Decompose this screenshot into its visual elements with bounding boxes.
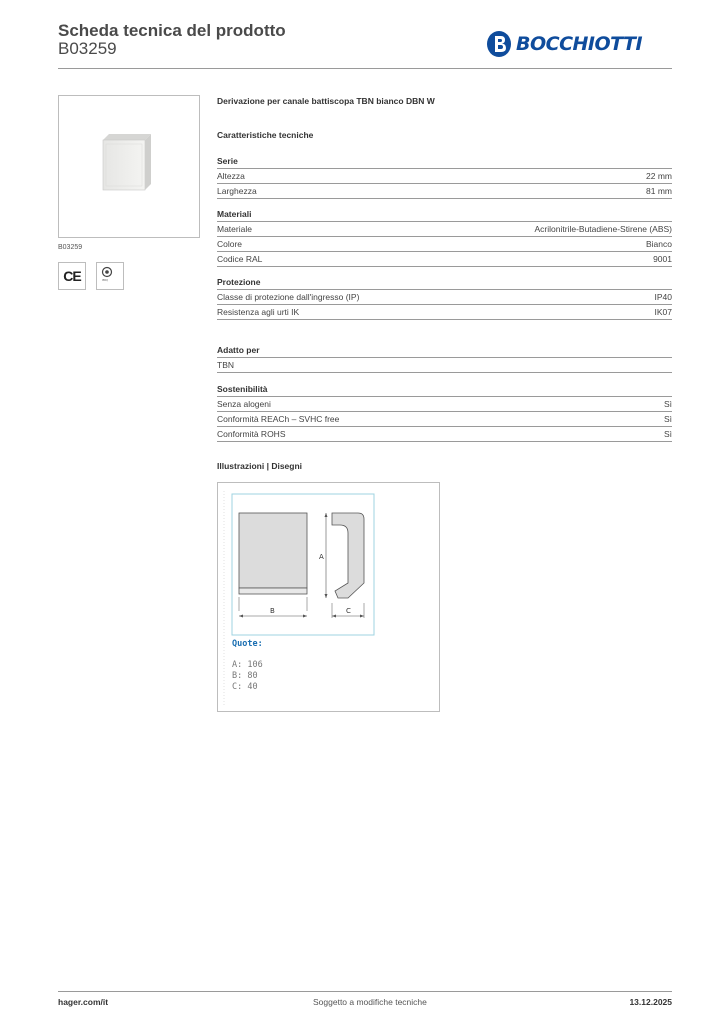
spec-label: Classe di protezione dall'ingresso (IP) xyxy=(217,292,360,302)
spec-row xyxy=(217,184,672,199)
footer-disclaimer: Soggetto a modifiche tecniche xyxy=(313,997,427,1007)
quotes-title: Quote: xyxy=(232,639,263,649)
spec-value: Sì xyxy=(663,399,672,409)
product-title: Derivazione per canale battiscopa TBN bianco DBN W xyxy=(217,96,435,106)
quote-b: B: 80 xyxy=(232,671,258,681)
product-code: B03259 xyxy=(58,39,117,58)
quote-a: A: 106 xyxy=(232,660,263,670)
spec-section-adatto-per xyxy=(217,343,672,373)
spec-label: Conformità REACh – SVHC free xyxy=(217,414,340,424)
spec-value: IK07 xyxy=(654,307,672,317)
spec-row xyxy=(217,290,672,305)
footer-date: 13.12.2025 xyxy=(629,997,672,1007)
spec-section-serie xyxy=(217,154,672,199)
spec-row xyxy=(217,237,672,252)
spec-value: Sì xyxy=(663,414,672,424)
spec-value: 9001 xyxy=(653,254,672,264)
section-title: Sostenibilità xyxy=(217,382,672,397)
bocchiotti-logo-icon xyxy=(486,30,512,58)
footer-divider xyxy=(58,991,672,992)
spec-value: Bianco xyxy=(646,239,672,249)
spec-label: Colore xyxy=(217,239,243,249)
spec-label: Codice RAL xyxy=(217,254,263,264)
spec-row xyxy=(217,252,672,267)
spec-label: Senza alogeni xyxy=(217,399,271,409)
spec-row xyxy=(217,358,672,373)
ce-certification xyxy=(58,262,86,290)
dim-label-c: C xyxy=(346,607,351,615)
spec-section-protezione xyxy=(217,275,672,320)
spec-row xyxy=(217,427,672,442)
spec-value: 81 mm xyxy=(646,186,672,196)
product-photo-icon xyxy=(59,96,199,237)
dim-label-b: B xyxy=(270,607,275,615)
spec-row xyxy=(217,305,672,320)
spec-label: Resistenza agli urti IK xyxy=(217,307,300,317)
imq-mark-icon xyxy=(97,263,123,289)
section-title: Protezione xyxy=(217,275,672,290)
ce-mark: CE xyxy=(63,268,81,284)
product-image xyxy=(58,95,200,238)
spec-label: Larghezza xyxy=(217,186,257,196)
section-title: Adatto per xyxy=(217,343,672,358)
brand-logo xyxy=(486,28,672,60)
spec-row xyxy=(217,412,672,427)
spec-label: Conformità ROHS xyxy=(217,429,286,439)
logo-text: BOCCHIOTTI xyxy=(516,33,643,55)
header-divider xyxy=(58,68,672,69)
spec-section-sostenibilita xyxy=(217,382,672,442)
spec-row xyxy=(217,169,672,184)
specs-heading: Caratteristiche tecniche xyxy=(217,130,314,140)
page-title: Scheda tecnica del prodotto xyxy=(58,21,286,40)
section-title: Materiali xyxy=(217,207,672,222)
drawings-heading: Illustrazioni | Disegni xyxy=(217,461,303,471)
image-caption: B03259 xyxy=(58,244,83,251)
spec-label: Altezza xyxy=(217,171,245,181)
section-title: Serie xyxy=(217,154,672,169)
footer-website: hager.com/it xyxy=(58,997,109,1007)
spec-label: Materiale xyxy=(217,224,252,234)
spec-label: TBN xyxy=(217,360,234,370)
spec-value: Acrilonitrile-Butadiene-Stirene (ABS) xyxy=(534,224,672,234)
spec-value: Sì xyxy=(663,429,672,439)
imq-mark-label: IMQ xyxy=(102,278,108,282)
quote-c: C: 40 xyxy=(232,682,258,692)
spec-section-materiali xyxy=(217,207,672,267)
spec-row xyxy=(217,222,672,237)
imq-certification xyxy=(96,262,124,290)
spec-value: 22 mm xyxy=(646,171,672,181)
spec-row xyxy=(217,397,672,412)
spec-value: IP40 xyxy=(654,292,672,302)
dim-label-a: A xyxy=(319,553,324,561)
